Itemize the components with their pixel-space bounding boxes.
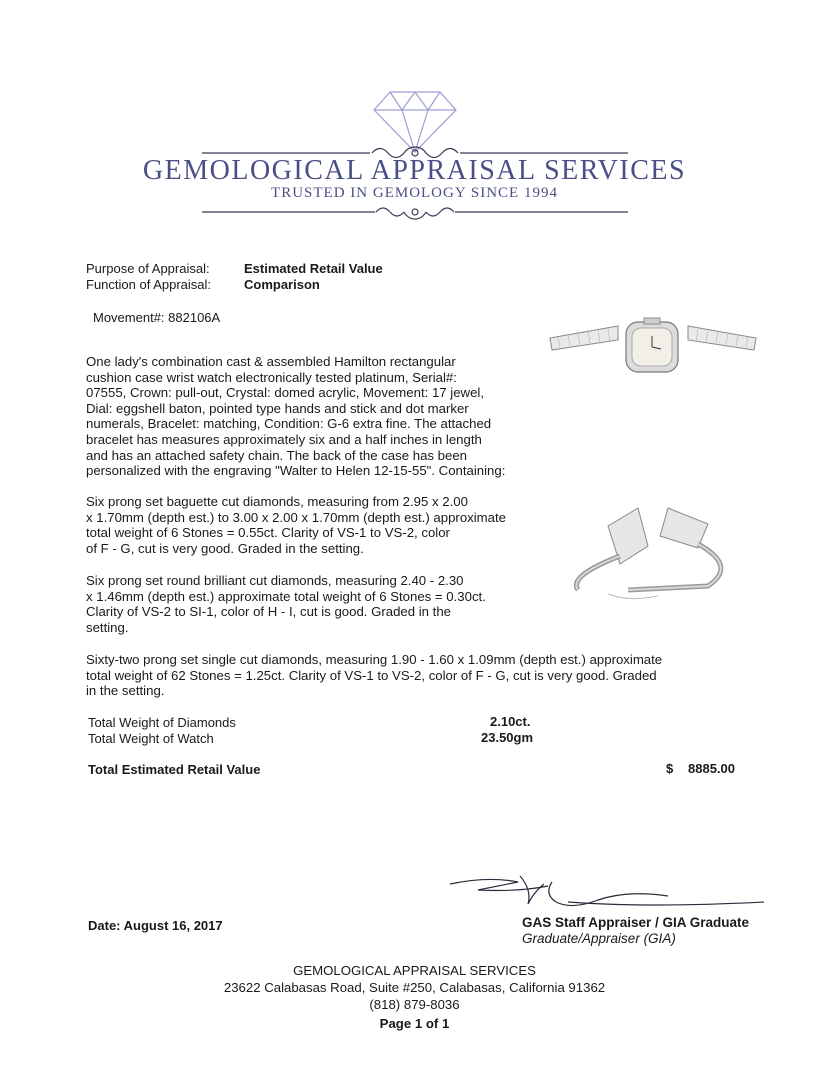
watch-front-image [548, 316, 758, 386]
stone-line: of F - G, cut is very good. Graded in the setting. [86, 540, 364, 556]
total-retail-value: 8885.00 [688, 761, 735, 776]
stone-line: Six prong set baguette cut diamonds, measuring from 2.95 x 2.00 [86, 494, 468, 509]
purpose-value: Estimated Retail Value [244, 261, 383, 276]
stone-line: setting. [86, 619, 129, 635]
watch-side-image [548, 486, 748, 606]
appraiser-subtitle: Graduate/Appraiser (GIA) [522, 931, 676, 946]
stone-line: x 1.46mm (depth est.) approximate total weight of 6 Stones = 0.30ct. [86, 588, 486, 604]
stone-line: Sixty-two prong set single cut diamonds, measuring 1.90 - 1.60 x 1.09mm (depth est.) approximate [86, 652, 663, 667]
stone-line: in the setting. [86, 683, 165, 699]
header-divider-bottom [200, 202, 630, 224]
company-tagline: TRUSTED IN GEMOLOGY SINCE 1994 [271, 185, 558, 201]
page-number: Page 1 of 1 [379, 1016, 450, 1031]
single-cut-diamonds-description [86, 652, 706, 699]
description-line: personalized with the engraving "Walter to Helen 12-15-55". Containing: [86, 463, 506, 479]
movement-number: Movement#: 882106A [93, 310, 221, 325]
footer-address: 23622 Calabasas Road, Suite #250, Calabasas, California 91362 [223, 980, 606, 995]
company-logo-title: GEMOLOGICAL APPRAISAL SERVICES [142, 155, 687, 186]
total-retail-label: Total Estimated Retail Value [88, 762, 261, 777]
watch-description [86, 354, 536, 479]
description-line: numerals, Bracelet: matching, Condition: G-6 extra fine. The attached [86, 416, 492, 432]
function-label: Function of Appraisal: [86, 277, 212, 292]
description-line: 07555, Crown: pull-out, Crystal: domed acrylic, Movement: 17 jewel, [86, 385, 484, 401]
stone-line: total weight of 62 Stones = 1.25ct. Clarity of VS-1 to VS-2, color of F - G, cut is very good. Graded [86, 667, 657, 683]
total-watch-label: Total Weight of Watch [88, 731, 214, 746]
stone-line: x 1.70mm (depth est.) to 3.00 x 2.00 x 1.70mm (depth est.) approximate [86, 509, 507, 525]
function-value: Comparison [244, 277, 320, 292]
total-watch-value: 23.50gm [481, 730, 534, 745]
description-line: Dial: eggshell baton, pointed type hands and stick and dot marker [86, 400, 469, 416]
stone-line: Six prong set round brilliant cut diamonds, measuring 2.40 - 2.30 [86, 573, 464, 588]
stone-line: Clarity of VS-2 to SI-1, color of H - I, cut is good. Graded in the [86, 604, 452, 620]
description-line: and has an attached safety chain. The back of the case has been [86, 447, 467, 463]
appraisal-date: Date: August 16, 2017 [88, 918, 223, 933]
description-line: One lady's combination cast & assembled Hamilton rectangular [86, 354, 456, 369]
total-diamonds-value: 2.10ct. [490, 714, 531, 729]
currency-symbol: $ [666, 761, 674, 776]
footer-company: GEMOLOGICAL APPRAISAL SERVICES [293, 963, 536, 978]
description-line: cushion case wrist watch electronically tested platinum, Serial#: [86, 369, 457, 385]
baguette-diamonds-description [86, 494, 536, 556]
footer-phone: (818) 879-8036 [369, 997, 460, 1012]
purpose-label: Purpose of Appraisal: [86, 261, 210, 276]
stone-line: total weight of 6 Stones = 0.55ct. Clarity of VS-1 to VS-2, color [86, 525, 450, 541]
description-line: bracelet has measures approximately six and a half inches in length [86, 431, 482, 447]
appraiser-title: GAS Staff Appraiser / GIA Graduate [522, 915, 750, 930]
round-diamonds-description [86, 573, 536, 635]
total-diamonds-label: Total Weight of Diamonds [88, 715, 236, 730]
